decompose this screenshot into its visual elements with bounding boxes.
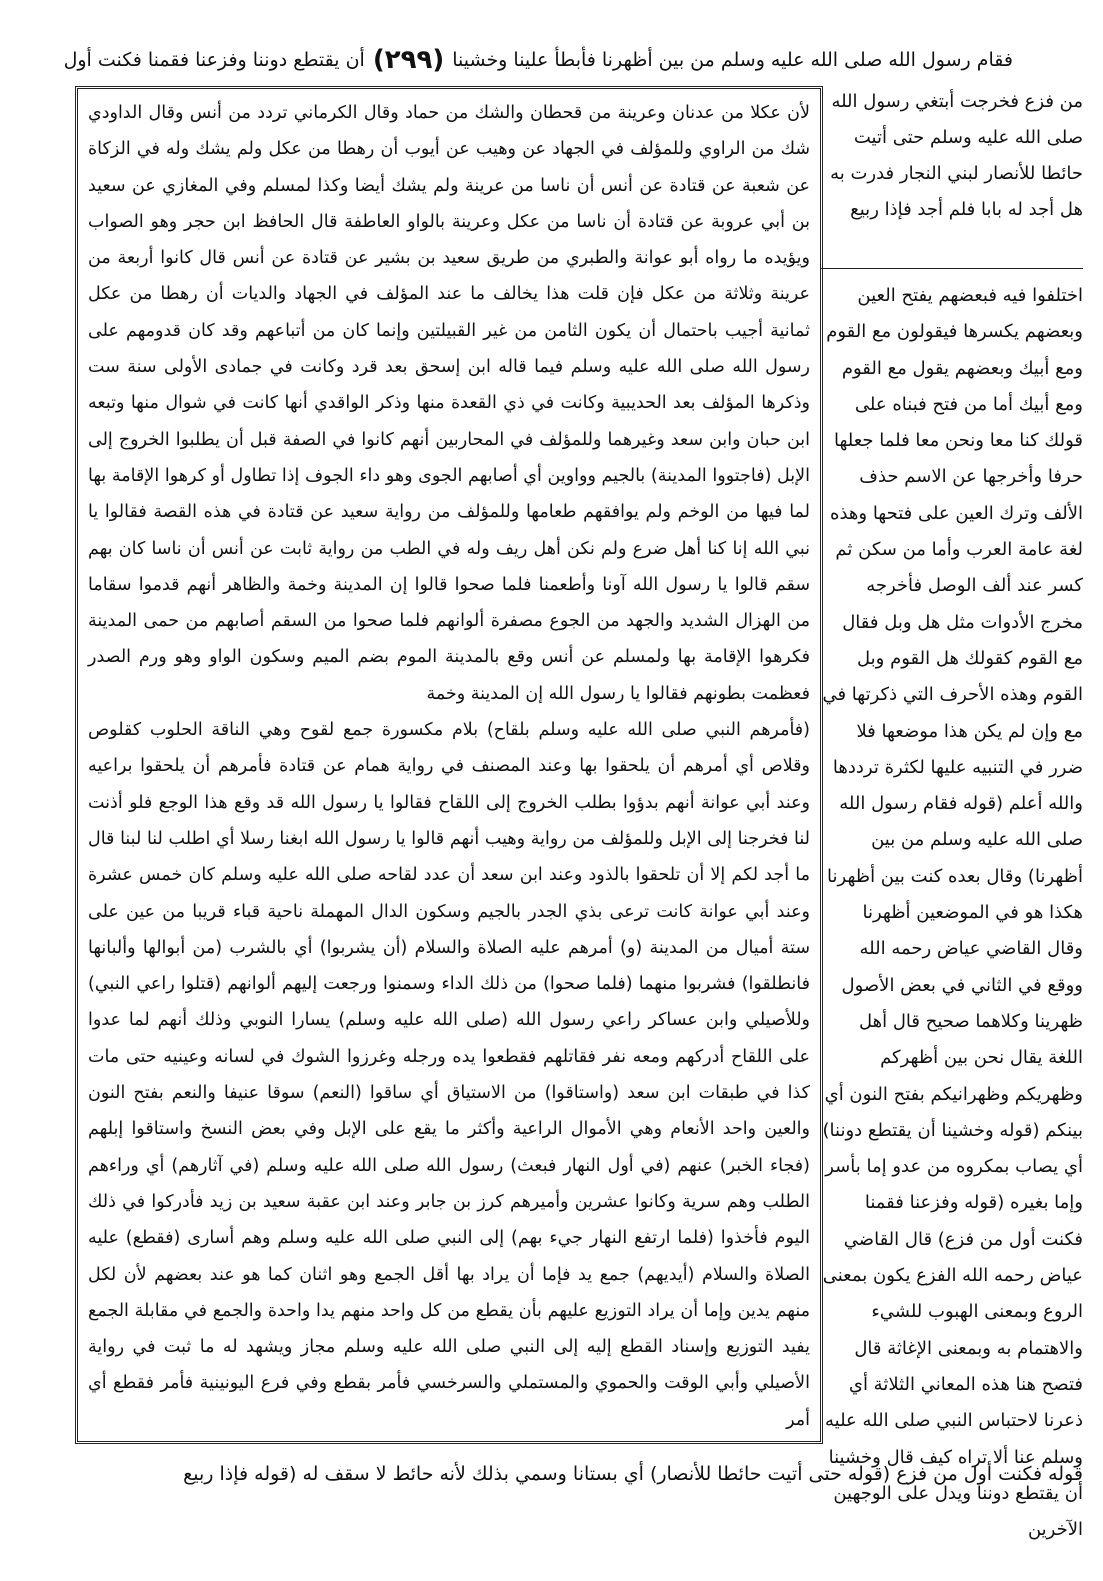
page-footer [80, 1454, 1083, 1494]
header-left-text: أن يقتطع دوننا وفزعنا فقمنا فكنت أول [63, 49, 365, 71]
main-text-body [88, 95, 810, 1435]
margin-commentary-block [821, 278, 1083, 1541]
header-right-text: فقام رسول الله صلى الله عليه وسلم من بين أظهرنا فأبطأ علينا وخشينا [452, 49, 1013, 71]
main-paragraph: لأن عكلا من عدنان وعرينة من قحطان والشك من حماد وقال الكرماني تردد من أنس وقال الداودي شك من الراوي وللمؤلف في الجهاد عن وهيب عن أيوب أن رهطا من عكل ولم يشك وله في الزكاة عن شعبة عن قتادة عن أنس أن ناسا من عرينة ولم يشك أيضا وكذا لمسلم وفي المغازي عن سعيد بن أبي عروبة عن قتادة أن ناسا من عكل وعرينة بالواو العاطفة قال الحافظ ابن حجر وهو الصواب ويؤيده ما رواه أبو عوانة والطبري من طريق سعيد بن بشير عن قتادة عن أنس قال كانوا أربعة من عرينة وثلاثة من عكل فإن قلت هذا يخالف ما عند المؤلف في الجهاد والديات أن رهطا من عكل ثمانية أجيب باحتمال أن يكون الثامن من غير القبيلتين وإنما كان من أتباعهم وقد كان قدومهم على رسول الله صلى الله عليه وسلم فيما قاله ابن إسحق بعد قرد وكانت في جمادى الأولى سنة ست وذكرها المؤلف بعد الحديبية وكانت في ذي القعدة منها وذكر الواقدي أنها كانت في شوال منها وتبعه ابن حبان وابن سعد وغيرهما وللمؤلف في المحاربين أنهم كانوا في الصفة قبل أن يطلبوا الخروج إلى الإبل (فاجتووا المدينة) بالجيم وواوين أي أصابهم الجوى وهو داء الجوف إذا تطاول أو كرهوا الإقامة بها لما فيها من الوخم ولم يوافقهم طعامها وللمؤلف من رواية سعيد عن قتادة في هذه القصة فقالوا يا نبي الله إنا كنا أهل ضرع ولم نكن أهل ريف وله في الطب من رواية ثابت عن أنس أن ناسا كان بهم سقم قالوا يا رسول الله آونا وأطعمنا فلما صحوا قالوا إن المدينة وخمة والظاهر أنهم قدموا سقاما من الهزال الشديد والجهد من الجوع مصفرة ألوانهم فلما صحوا من السقم أصابهم من حمى المدينة فكرهوا الإقامة بها ولمسلم عن أنس وقع بالمدينة الموم بضم الميم وسكون الواو وهو ورم الصدر فعظمت بطونهم فقالوا يا رسول الله إن المدينة وخمة [88, 103, 810, 704]
margin-commentary-text: اختلفوا فيه فبعضهم يفتح العين وبعضهم يكسرها فيقولون مع القوم ومع أبيك وبعضهم يقول مع القوم ومع أبيك أما من فتح فبناه على قولك كنا معا ونحن معا فلما جعلها حرفا وأخرجها عن الاسم حذف الألف وترك العين على فتحها وهذه لغة عامة العرب وأما من سكن ثم كسر عند ألف الوصل فأخرجه مخرج الأدوات مثل هل وبل فقال مع القوم كقولك هل القوم وبل القوم وهذه الأحرف التي ذكرتها في مع وإن لم يكن هذا موضعها فلا ضرر في التنبيه عليها لكثرة ترددها والله أعلم (قوله فقام رسول الله صلى الله عليه وسلم من بين أظهرنا) وقال بعده كنت بين أظهرنا هكذا هو في الموضعين أظهرنا وقال القاضي عياض رحمه الله ووقع في الثاني في بعض الأصول ظهرينا وكلاهما صحيح قال أهل اللغة يقال نحن بين أظهركم وظهريكم وظهرانيكم بفتح النون أي بينكم (قوله وخشينا أن يقتطع دوننا) أي يصاب بمكروه من عدو إما بأسر وإما بغيره (قوله وفزعنا فقمنا فكنت أول من فزع) قال القاضي عياض رحمه الله الفزع يكون بمعنى الروع وبمعنى الهبوب للشيء والاهتمام به وبمعنى الإغاثة قال فتصح هنا هذه المعاني الثلاثة أي ذعرنا لاحتباس النبي صلى الله عليه وسلم عنا ألا تراه كيف قال وخشينا أن يقتطع دوننا ويدل على الوجهين الآخرين [822, 285, 1083, 1541]
margin-divider [821, 268, 1083, 269]
main-text-frame [75, 86, 823, 1444]
main-paragraph: (فأمرهم النبي صلى الله عليه وسلم بلقاح) بلام مكسورة جمع لقوح وهي الناقة الحلوب كقلوص وقلاص أي أمرهم أن يلحقوا بها وعند المصنف في رواية همام عن قتادة فأمرهم أن يلحقوا براعيه وعند أبي عوانة أنهم بدؤوا بطلب الخروج إلى اللقاح فقالوا يا رسول الله قد وقع هذا الوجع فلو أذنت لنا فخرجنا إلى الإبل وللمؤلف من رواية وهيب أنهم قالوا يا رسول الله ابغنا رسلا أي اطلب لنا لبنا قال ما أجد لكم إلا أن تلحقوا بالذود وعند ابن سعد أن عدد لقاحه صلى الله عليه وسلم كان خمس عشرة وعند أبي عوانة كانت ترعى بذي الجدر بالجيم وسكون الدال المهملة ناحية قباء قريبا من عين على ستة أميال من المدينة (و) أمرهم عليه الصلاة والسلام (أن يشربوا) أي بالشرب (من أبوالها وألبانها فانطلقوا) فشربوا منهما (فلما صحوا) من ذلك الداء وسمنوا ورجعت إليهم ألوانهم (قتلوا راعي النبي) وللأصيلي وابن عساكر راعي رسول الله (صلى الله عليه وسلم) يسارا النوبي وذلك أنهم لما عدوا على اللقاح أدركهم ومعه نفر فقاتلهم فقطعوا يده ورجله وغرزوا الشوك في لسانه وعينيه حتى مات كذا في طبقات ابن سعد (واستاقوا) من الاستياق أي ساقوا (النعم) سوقا عنيفا والنعم بفتح النون والعين واحد الأنعام وهي الأموال الراعية وأكثر ما يقع على الإبل وفي بعض النسخ واستاقوا إبلهم (فجاء الخبر) عنهم (في أول النهار فبعث) رسول الله صلى الله عليه وسلم (في آثارهم) أي وراءهم الطلب وهم سرية وكانوا عشرين وأميرهم كرز بن جابر وعند ابن عقبة سعيد بن زيد فأدركوا في ذلك اليوم فأخذوا (فلما ارتفع النهار جيء بهم) إلى النبي صلى الله عليه وسلم وهم أسارى (فقطع) عليه الصلاة والسلام (أيديهم) جمع يد فإما أن يراد بها أقل الجمع وهو اثنان كما هو عند بعضهم لأن لكل منهم يدين وإما أن يراد التوزيع عليهم بأن يقطع من كل واحد منهم يدا واحدة والجمع في مقابلة الجمع يفيد التوزيع وإسناد القطع إليه إلى النبي صلى الله عليه وسلم مجاز ويشهد له ما ثبت في رواية الأصيلي وأبي الوقت والحموي والمستملي والسرخسي فأمر بقطع وفي فرع اليونينية فأمر فقطع أي أمر [88, 720, 810, 1430]
footer-text: قوله فكنت أول من فزع (قوله حتى أتيت حائطا للأنصار) أي بستانا وسمي بذلك لأنه حائط لا سقف له (قوله فإذا ربيع [183, 1463, 1083, 1485]
margin-top-text: من فزع فخرجت أبتغي رسول الله صلى الله عليه وسلم حتى أتيت حائطا للأنصار لبني النجار فدرت به هل أجد له بابا فلم أجد فإذا ربيع [830, 91, 1083, 220]
page-number: (٢٩٩) [372, 45, 445, 75]
page-header [63, 38, 1013, 82]
margin-top-text-block [821, 84, 1083, 269]
